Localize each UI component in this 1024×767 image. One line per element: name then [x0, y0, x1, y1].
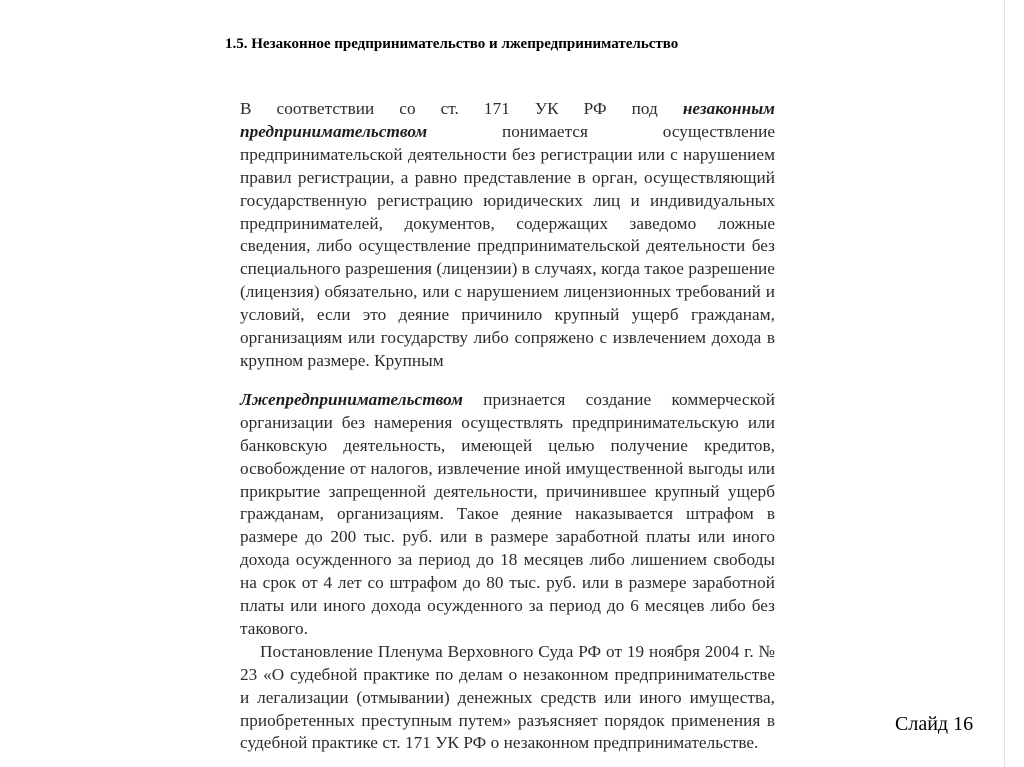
- paragraph-fake-business: [240, 389, 775, 641]
- term-fake-business: Лжепредпринимательством: [240, 389, 463, 409]
- paragraph-illegal-business: [240, 98, 775, 373]
- scanned-text-block: [240, 98, 775, 755]
- slide-number: Слайд 16: [895, 713, 974, 735]
- paragraph-text: понимается осуществление предпринимательской деятельности без регистрации или с нарушением правил регистрации, а равно представление в орган, осуществляющий государственную регистрацию юридических лиц и индивидуальных предпринимателей, документов, содержащих заведомо ложные сведения, либо осуществление предпринимательской деятельности без специального разрешения (лицензии) в случаях, когда такое разрешение (лицензия) обязательно, или с нарушением лицензионных требований и условий, если это деяние причинило крупный ущерб гражданам, организациям или государству либо сопряжено с извлечением дохода в крупном размере. Крупным: [240, 121, 775, 370]
- term-illegal-business: незаконным предпринимательством: [240, 99, 775, 141]
- paragraph-plenum-resolution: Постановление Пленума Верховного Суда РФ от 19 ноября 2004 г. № 23 «О судебной практике по делам о незаконном предпринимательстве и легализации (отмывании) денежных средств или иного имущества, приобретенных преступным путем» разъясняет порядок применения в судебной практике ст. 171 УК РФ о незаконном предпринимательстве.: [240, 641, 775, 753]
- paragraph-text: признается создание коммерческой организации без намерения осуществлять предпринимательскую или банковскую деятельность, имеющей целью получение кредитов, освобождение от налогов, извлечение иной имущественной выгоды или прикрытие запрещенной деятельности, причинившее крупный ущерб гражданам, организациям. Такое деяние наказывается штрафом в размере до 200 тыс. руб. или в размере заработной платы или иного дохода осужденного за период до 18 месяцев либо лишением свободы на срок от 4 лет со штрафом до 80 тыс. руб. или в размере заработной платы или иного дохода осужденного за период до 6 месяцев либо без такового.: [240, 389, 775, 638]
- slide-title: 1.5. Незаконное предпринимательство и лжепредпринимательство: [225, 36, 679, 52]
- slide-edge-divider: [1004, 0, 1005, 767]
- paragraph-lead: В соответствии со ст. 171 УК РФ под: [240, 99, 683, 118]
